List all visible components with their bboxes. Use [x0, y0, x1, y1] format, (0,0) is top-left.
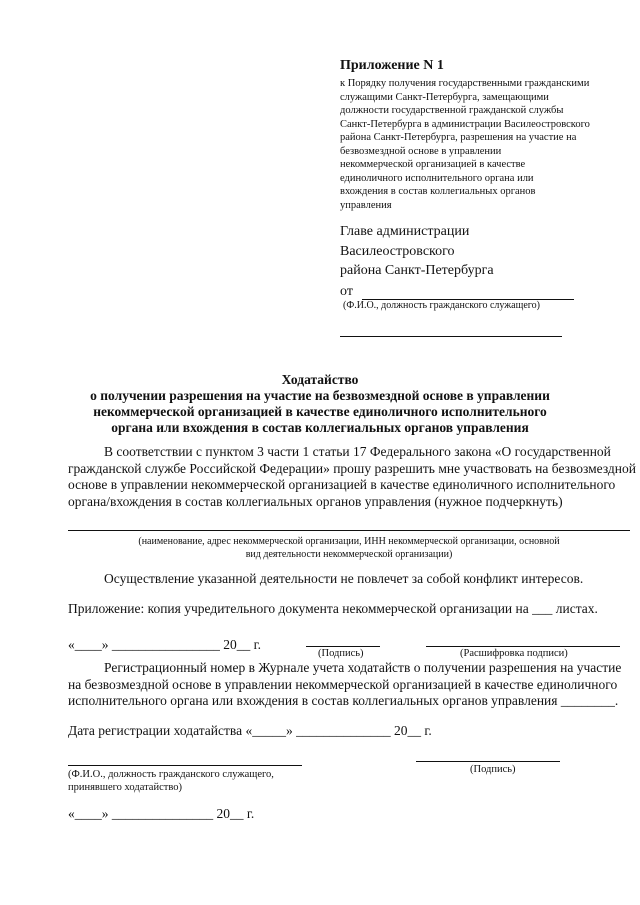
receiver-caption	[68, 768, 274, 794]
signature-caption: (Подпись)	[318, 648, 364, 659]
appendix-line: безвозмездной основе в управлении	[340, 145, 502, 157]
petition-title: Ходатайство	[281, 372, 359, 387]
organization-caption-line: (наименование, адрес некоммерческой организации, ИНН некоммерческой организации, основной	[138, 536, 560, 547]
appendix-line: к Порядку получения государственными гражданскими	[340, 78, 590, 89]
appendix-line: вхождения в состав коллегиальных органов	[340, 186, 536, 197]
request-line: органа/вхождения в состав коллегиальных органов управления (нужное подчеркнуть)	[68, 493, 563, 509]
petition-subtitle-line: о получении разрешения на участие на безвозмездной основе в управлении	[90, 388, 550, 403]
registration-line: Регистрационный номер в Журнале учета ходатайств о получении разрешения на участие	[104, 660, 622, 675]
organization-caption-line: вид деятельности некоммерческой организации)	[245, 549, 453, 560]
addressee-line: Василеостровского	[340, 243, 455, 259]
appendix-line: единоличного исполнительного органа или	[340, 172, 534, 184]
appendix-line: управления	[340, 199, 392, 211]
petition-subtitle-line: органа или вхождения в состав коллегиальных органов управления	[111, 420, 529, 435]
from-extra-line[interactable]	[340, 336, 562, 337]
petition-subtitle-line: некоммерческой организацией в качестве единоличного исполнительного	[93, 404, 547, 419]
from-block	[340, 284, 574, 300]
from-label: от	[340, 284, 353, 299]
request-line: основе в управлении некоммерческой организацией в качестве единоличного исполнительного	[68, 477, 616, 492]
signature-date[interactable]: «____» ________________ 20__ г.	[68, 637, 262, 652]
receiver-name-field[interactable]	[68, 765, 302, 766]
from-caption: (Ф.И.О., должность гражданского служащего)	[343, 300, 540, 311]
appendix-line: должности государственной гражданской службы	[340, 105, 564, 116]
registration-paragraph	[68, 660, 621, 710]
receiver-signature-caption: (Подпись)	[470, 764, 516, 775]
receiver-signature-field[interactable]	[416, 761, 560, 762]
registration-line: исполнительного органа или вхождения в состав коллегиальных органов управления ________.	[68, 693, 619, 708]
organization-caption	[68, 535, 630, 561]
registration-date[interactable]: Дата регистрации ходатайства «_____» ______________ 20__ г.	[68, 723, 432, 738]
appendix-line: служащими Санкт-Петербурга, замещающими	[340, 91, 549, 103]
addressee-line: района Санкт-Петербурга	[340, 263, 494, 278]
addressee-line: Главе администрации	[340, 224, 470, 239]
signature-decoding-field[interactable]	[426, 646, 620, 647]
request-line: гражданской службе Российской Федерации» прошу разрешить мне участвовать на безвозмездной	[68, 460, 636, 476]
receiver-caption-line: (Ф.И.О., должность гражданского служащего,	[68, 769, 274, 780]
appendix-line: района Санкт-Петербурга, разрешения на участие на	[340, 132, 577, 143]
appendix-line: некоммерческой организацией в качестве	[340, 159, 526, 170]
registration-line: на безвозмездной основе в управлении некоммерческой организацией в качестве единоличного	[68, 676, 618, 692]
appendix-text	[340, 77, 625, 212]
receiver-date[interactable]: «____» _______________ 20__ г.	[68, 806, 255, 821]
conflict-statement: Осуществление указанной деятельности не повлечет за собой конфликт интересов.	[104, 571, 584, 586]
signature-decoding-caption: (Расшифровка подписи)	[460, 648, 568, 659]
request-line: В соответствии с пунктом 3 части 1 статьи 17 Федерального закона «О государственной	[104, 444, 611, 459]
signature-field[interactable]	[306, 646, 380, 647]
petition-heading	[0, 372, 640, 436]
organization-field[interactable]	[68, 530, 630, 531]
appendix-title: Приложение N 1	[340, 58, 444, 73]
appendix-line: Санкт-Петербурга в администрации Василеостровского	[340, 118, 590, 130]
request-paragraph	[68, 444, 636, 510]
addressee-block	[340, 222, 494, 281]
receiver-caption-line: принявшего ходатайство)	[68, 782, 182, 793]
attachment-statement: Приложение: копия учредительного документа некоммерческой организации на ___ листах.	[68, 601, 598, 616]
appendix-block	[340, 58, 625, 212]
